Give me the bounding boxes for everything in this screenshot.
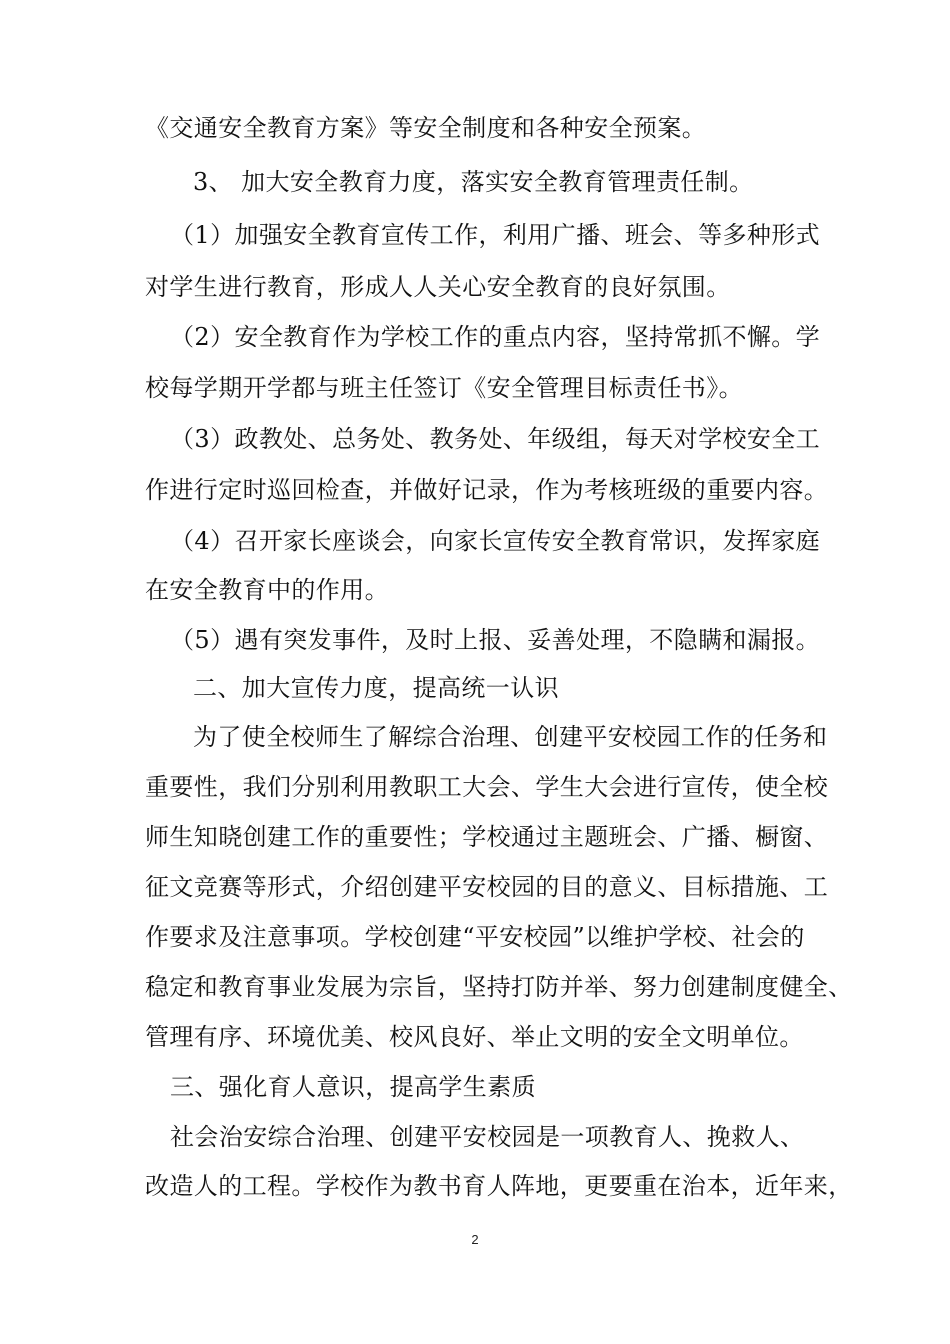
text-line: 稳定和教育事业发展为宗旨，坚持打防并举、努力创建制度健全、 — [145, 973, 853, 1001]
text-line: （2）安全教育作为学校工作的重点内容，坚持常抓不懈。学 — [170, 323, 821, 351]
text-line: 管理有序、环境优美、校风良好、举止文明的安全文明单位。 — [145, 1023, 804, 1051]
text-line: （5）遇有突发事件，及时上报、妥善处理，不隐瞒和漏报。 — [170, 626, 821, 654]
text-line: 师生知晓创建工作的重要性；学校通过主题班会、广播、橱窗、 — [145, 823, 829, 851]
text-line: 作要求及注意事项。学校创建“平安校园”以维护学校、社会的 — [145, 923, 805, 951]
text-line: 重要性，我们分别利用教职工大会、学生大会进行宣传，使全校 — [145, 773, 829, 801]
text-line: 为了使全校师生了解综合治理、创建平安校园工作的任务和 — [193, 723, 828, 751]
text-line: 作进行定时巡回检查，并做好记录，作为考核班级的重要内容。 — [145, 476, 829, 504]
section-heading: 三、强化育人意识，提高学生素质 — [170, 1073, 536, 1101]
text-line: 3、 加大安全教育力度，落实安全教育管理责任制。 — [193, 168, 754, 196]
text-line: 对学生进行教育，形成人人关心安全教育的良好氛围。 — [145, 273, 731, 301]
text-line: 改造人的工程。学校作为教书育人阵地，更要重在治本，近年来， — [145, 1172, 853, 1200]
text-line: （4）召开家长座谈会，向家长宣传安全教育常识，发挥家庭 — [170, 527, 821, 555]
text-line: （3）政教处、总务处、教务处、年级组，每天对学校安全工 — [170, 425, 821, 453]
text-line: 征文竞赛等形式，介绍创建平安校园的目的意义、目标措施、工 — [145, 873, 829, 901]
section-heading: 二、加大宣传力度，提高统一认识 — [193, 674, 559, 702]
text-line: 校每学期开学都与班主任签订《安全管理目标责任书》。 — [145, 374, 743, 402]
page-number: 2 — [471, 1232, 479, 1247]
text-line: 社会治安综合治理、创建平安校园是一项教育人、挽救人、 — [170, 1123, 805, 1151]
text-line: （1）加强安全教育宣传工作，利用广播、班会、等多种形式 — [170, 221, 821, 249]
text-line: 《交通安全教育方案》等安全制度和各种安全预案。 — [145, 114, 707, 142]
text-line: 在安全教育中的作用。 — [145, 576, 389, 604]
